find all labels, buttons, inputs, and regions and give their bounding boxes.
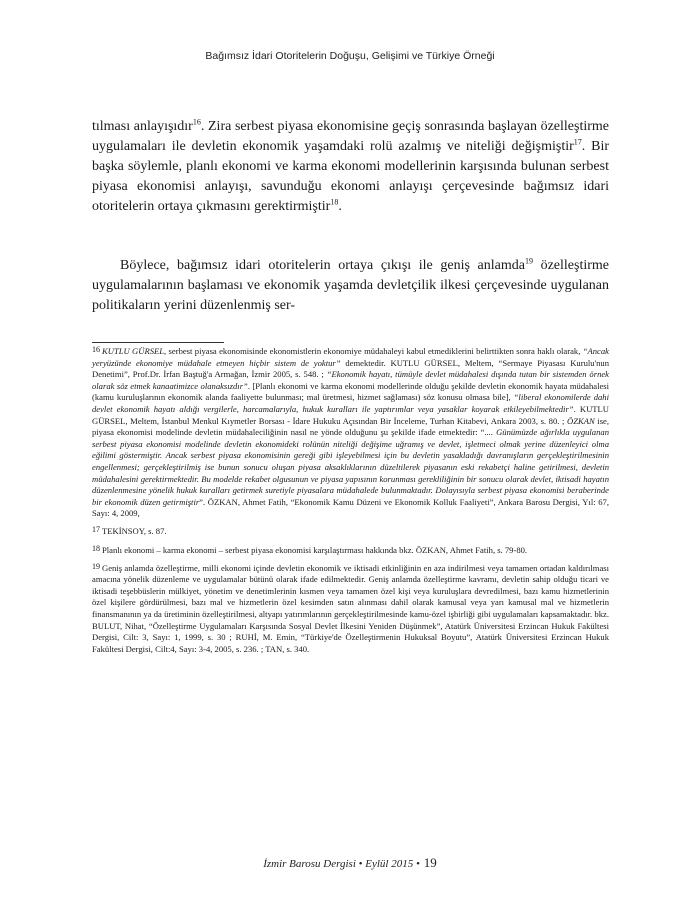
body-paragraph-2: Böylece, bağımsız idari otoritelerin ortaya çıkışı ile geniş anlamda$^{19}$ özelleştirme uygulamalarının başlaması ve ekonomik yaşamda devletçilik ilkesi çerçevesinde uygulanan politikaların yerini düzenlenmiş ser- bbox=[92, 256, 609, 313]
footnote-ref-19[interactable]: 19 bbox=[524, 256, 533, 266]
page-footer bbox=[0, 855, 700, 871]
running-header: Bağımsız İdari Otoritelerin Doğuşu, Gelişimi ve Türkiye Örneği bbox=[205, 50, 495, 62]
footnote-ref-16[interactable]: 16 bbox=[192, 117, 201, 127]
journal-name: İzmir Barosu Dergisi • Eylül 2015 • bbox=[263, 858, 420, 870]
page-number: 19 bbox=[423, 855, 437, 870]
footnote-ref-17[interactable]: 17 bbox=[573, 137, 582, 147]
footnote-separator bbox=[92, 342, 224, 343]
footnote-number: 17 bbox=[92, 525, 100, 535]
footnote-ref-18[interactable]: 18 bbox=[330, 197, 339, 207]
footnote-number: 19 bbox=[92, 561, 100, 571]
footnote-18: 18 Planlı ekonomi – karma ekonomi – serbest piyasa ekonomisi karşılaştırması hakkında bkz. ÖZKAN, Ahmet Fatih, s. 79-80. bbox=[92, 543, 528, 555]
body-paragraph-1: tılması anlayışıdır$^{16}$. Zira serbest piyasa ekonomisine geçiş sonrasında başlayan özelleştirme uygulamaları ile devletin ekonomik yaşamdaki rolü azalmış ve niteliği değişmiştir$^{17}$. Bir başka söylemle, planlı ekonomi ve karma ekonomi modellerinin karşısında bulunan serbest piyasa ekonomisi anlayışı, savunduğu ekonomi anlayışı çerçevesinde bağımsız idari otoritelerin ortaya çıkmasını gerektirmiştir$^{18}$. bbox=[92, 117, 609, 214]
footnote-19: 19 Geniş anlamda özelleştirme, milli ekonomi içinde devletin ekonomik ve iktisadi etkinliğinin en aza indirilmesi veya tamamen ortadan kaldırılması amacına yönelik düzenleme ve uygulamalar bütünü olarak ifade edilmektedir. Geniş anlamda özelleştirme kavramı, devletin sahip olduğu ticari ve iktisadi teşebbüslerin mülkiyet, yönetim ve denetimlerinin kısmen veya tamamen özel kişi veya kuruluşlara devredilmesi, bazı kamu hizmetlerinin özel kişilere gördürülmesi, bazı mal ve hizmetlerin özel kesimden satın alınması dahil olarak kamusal veya yarı kamusal mal ve hizmetlerin finansmanının ya da üretiminin özelleştirilmesi, altyapı yatırımlarının gerçekleştirilmesinde kamu-özel işbirliği gibi uygulamaları kapsamaktadır. bkz. BULUT, Nihat, “Özelleştirme Uygulamaları Karşısında Sosyal Devlet İlkesini Yeniden Düşünmek”, Atatürk Üniversitesi Erzincan Hukuk Fakültesi Dergisi, Cilt: 3, Sayı: 1, 1999, s. 30 ; RUHİ, M. Emin, “Türkiye'de Özelleştirmenin Hukuksal Boyutu”, Atatürk Üniversitesi Erzincan Hukuk Fakültesi Dergisi, Cilt:4, Sayı: 3-4, 2005, s. 236. ; TAN, s. 340. bbox=[92, 561, 609, 654]
footnotes-section bbox=[92, 346, 609, 662]
footnote-17: 17 TEKİNSOY, s. 87. bbox=[92, 525, 167, 537]
footnote-number: 18 bbox=[92, 543, 100, 553]
footnote-16: 16 KUTLU GÜRSEL, serbest piyasa ekonomisinde ekonomistlerin ekonomiye müdahaleyi kabul etmediklerini belirttikten sonra haklı olarak, “Ancak yeryüzünde ekonomiye müdahale etmeyen hiçbir sistem de yoktur” demektedir. KUTLU GÜRSEL, Meltem, “Sermaye Piyasası Kurulu'nun Denetimi”, Prof.Dr. İrfan Baştuğ'a Armağan, İzmir 2005, s. 548. ; “Ekonomik hayatı, tümüyle devlet müdahalesi dışında tutan bir sistemden örnek olarak söz etmek kanaatimizce olanaksızdır”. [Planlı ekonomi ve karma ekonomi modellerinde olduğu şekilde devletin ekonomik hayata müdahalesi (kamu kuruluşlarının ekonomik alanda faaliyette bulunması; mal üretmesi, hizmet sağlaması) söz konusu olmasa bile], “liberal ekonomilerde dahi devlet ekonomik hayatı aldığı vergilerle, harcamalarıyla, hukuk kuralları ile yaptırımlar veya yasaklar koyarak etkileyebilmektedir”. KUTLU GÜRSEL, Meltem, İstanbul Menkul Kıymetler Borsası - İdare Hukuku Açısından Bir İnceleme, Turhan Kitabevi, Ankara 2003, s. 80. ; ÖZKAN ise, piyasa ekonomisi modelinde devletin müdahaleciliğinin nasıl ne yönde olduğunu şu şekilde ifade etmektedir: “.... Günümüzde ağırlıkla uygulanan serbest piyasa ekonomisi modelinde devletin ekonomideki rolünün niteliği değişime uğramış ve devlet, işletmeci olmak yerine düzenleyici olma eğilimi göstermiştir. Ancak serbest piyasa ekonomisinin gereği gibi işleyebilmesi için bu devletin yasakladığı davranışların gerçekleştirilmesinin engellenmesi; gerçekleştirilmiş ise bunun sonucu oluşan piyasa aksaklıklarının düzeltilerek piyasanın eski rekabetçi haline getirilmesi, devletin müdahalesini gerektirmektedir. Bu modelde rekabet olgusunun ve piyasa yapısının korunması gerekliliğinin bir sonucu olarak devlet, iktisadi hayatın düzenlenmesine yönelik hukuk kuralları getirmek suretiyle piyasalara müdahalede bulunmaktadır. Dolayısıyla serbest piyasa ekonomisi beraberinde bir ekonomik düzen getirmiştir”. ÖZKAN, Ahmet Fatih, “Ekonomik Kamu Düzeni ve Ekonomik Kolluk Faaliyeti”, Ankara Barosu Dergisi, Yıl: 67, Sayı: 4, 2009, bbox=[92, 345, 610, 519]
footnote-number: 16 bbox=[92, 345, 100, 354]
